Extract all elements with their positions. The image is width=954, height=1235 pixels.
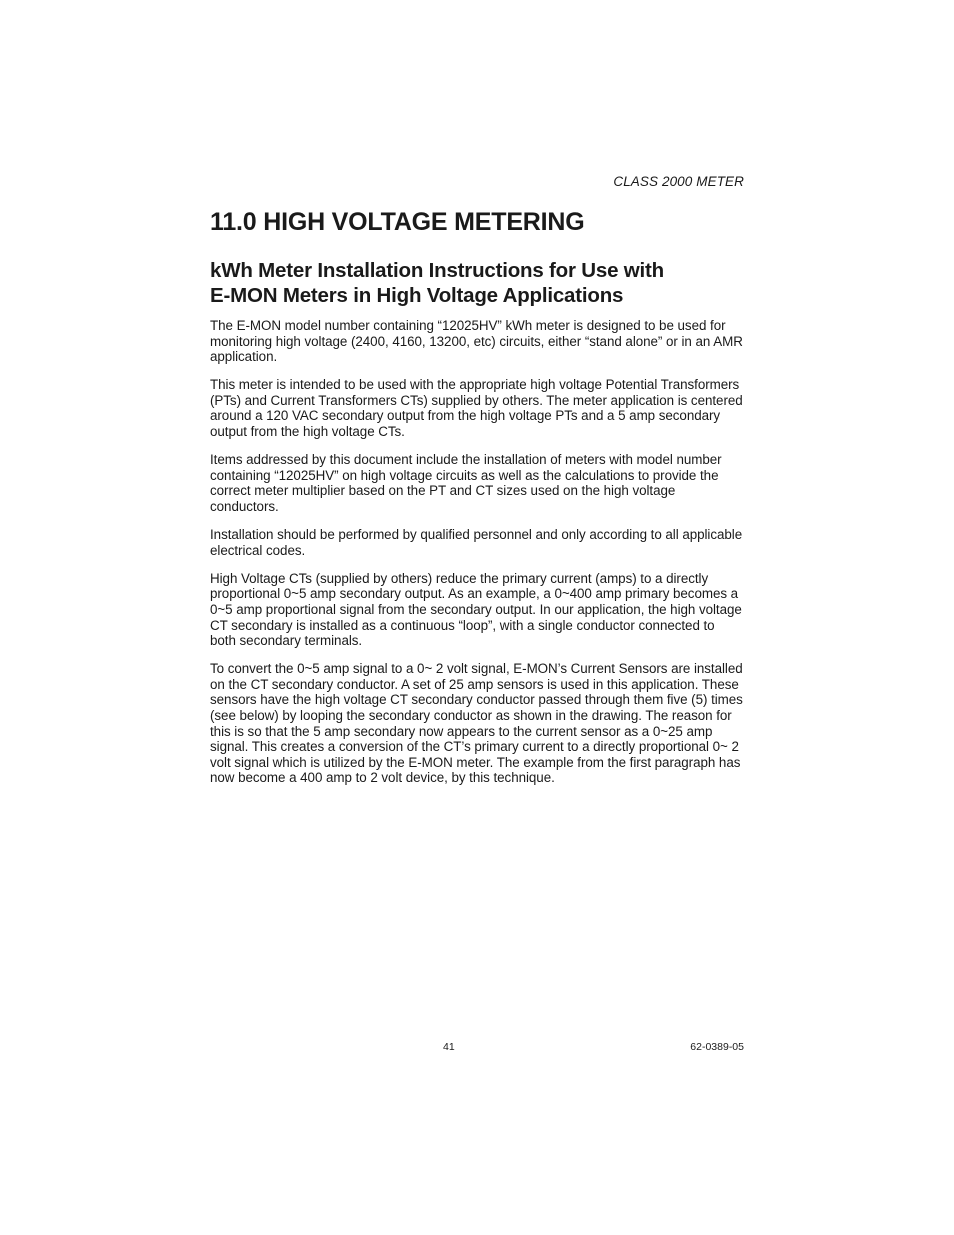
running-header: CLASS 2000 METER — [613, 174, 744, 189]
paragraph-ct-explanation: High Voltage CTs (supplied by others) reduce the primary current (amps) to a directly proportional 0~5 amp secondary output. As an example, a 0~400 amp primary becomes a 0~5 amp proportional signal from the secondary output. In our application, the high voltage CT secondary is installed as a continuous “loop”, with a single conductor connected to both secondary terminals. — [210, 570, 742, 649]
paragraph-document-scope: Items addressed by this document include the installation of meters with model number containing “12025HV” on high voltage circuits as well as the calculations to provide the correct meter multiplier based on the PT and CT sizes used on the high voltage conductors. — [210, 452, 722, 514]
section-title: 11.0 HIGH VOLTAGE METERING — [210, 208, 585, 236]
page-content — [210, 206, 744, 786]
document-number: 62-0389-05 — [690, 1041, 744, 1053]
subsection-title-line-2: E-MON Meters in High Voltage Applications — [210, 284, 624, 307]
paragraph-transformer-usage: This meter is intended to be used with the appropriate high voltage Potential Transformers (PTs) and Current Transformers CTs) supplied by others. The meter application is centered around a 120 VAC secondary output from the high voltage PTs and a 5 amp secondary output from the high voltage CTs. — [210, 377, 743, 440]
subsection-title-line-1: kWh Meter Installation Instructions for Use with — [210, 259, 664, 282]
paragraph-model-description: The E-MON model number containing “12025HV” kWh meter is designed to be used for monitoring high voltage (2400, 4160, 13200, etc) circuits, either “stand alone” or in an AMR application. — [210, 318, 743, 365]
paragraph-signal-conversion: To convert the 0~5 amp signal to a 0~ 2 volt signal, E-MON’s Current Sensors are installed on the CT secondary conductor. A set of 25 amp sensors is used in this application. These sensors have the high voltage CT secondary conductor passed through them five (5) times (see below) by looping the secondary conductor as shown in the drawing. The reason for this is so that the 5 amp secondary now appears to the current sensor as a 0~25 amp signal. This creates a conversion of the CT’s primary current to a directly proportional 0~ 2 volt signal which is utilized by the E-MON meter. The example from the first paragraph has now become a 400 amp to 2 volt device, by this technique. — [210, 661, 743, 786]
subsection-title — [210, 258, 744, 308]
paragraph-installation-warning: Installation should be performed by qualified personnel and only according to all applicable electrical codes. — [210, 527, 743, 558]
page-number: 41 — [443, 1041, 455, 1053]
